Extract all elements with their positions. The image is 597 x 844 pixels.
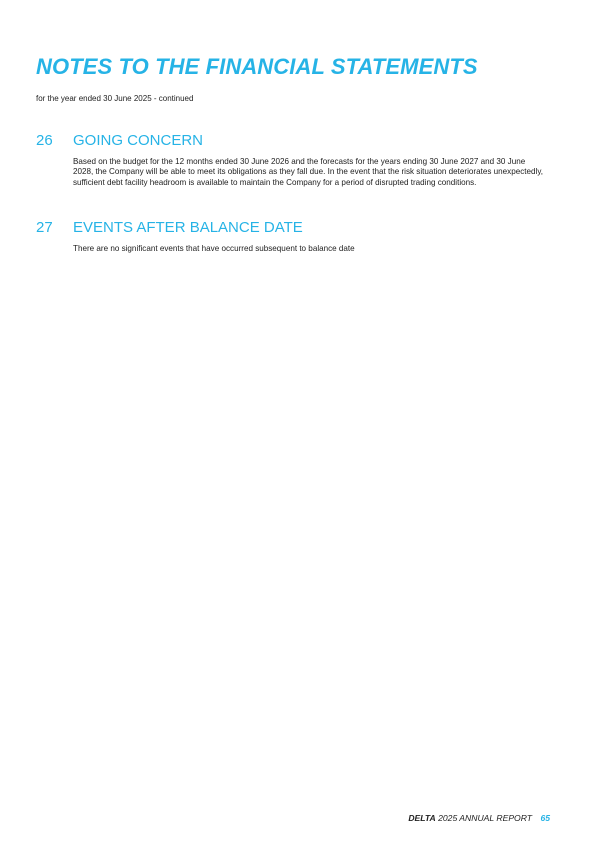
footer-report-title: 2025 ANNUAL REPORT xyxy=(438,813,533,823)
page-number: 65 xyxy=(540,813,550,823)
note-number: 27 xyxy=(36,219,53,236)
page-subtitle: for the year ended 30 June 2025 - continued xyxy=(36,94,194,103)
page-title: NOTES TO THE FINANCIAL STATEMENTS xyxy=(36,54,478,79)
note-number: 26 xyxy=(36,132,53,149)
note-heading xyxy=(36,132,546,150)
note-title: GOING CONCERN xyxy=(73,132,204,149)
note-events-after-balance-date xyxy=(36,219,546,254)
note-body: There are no significant events that have occurred subsequent to balance date xyxy=(73,244,355,253)
note-going-concern xyxy=(36,132,546,188)
note-title: EVENTS AFTER BALANCE DATE xyxy=(73,219,303,236)
page-footer xyxy=(408,813,550,823)
note-body: Based on the budget for the 12 months ended 30 June 2026 and the forecasts for the years ending 30 June 2027 and 30 June 2028, the Company will be able to meet its obligations as they fall due. In the event that the risk situation deteriorates unexpectedly, sufficient debt facility headroom is available to maintain the Company for a period of disrupted trading conditions. xyxy=(73,157,544,187)
footer-brand: DELTA xyxy=(408,813,436,823)
note-heading xyxy=(36,219,546,237)
